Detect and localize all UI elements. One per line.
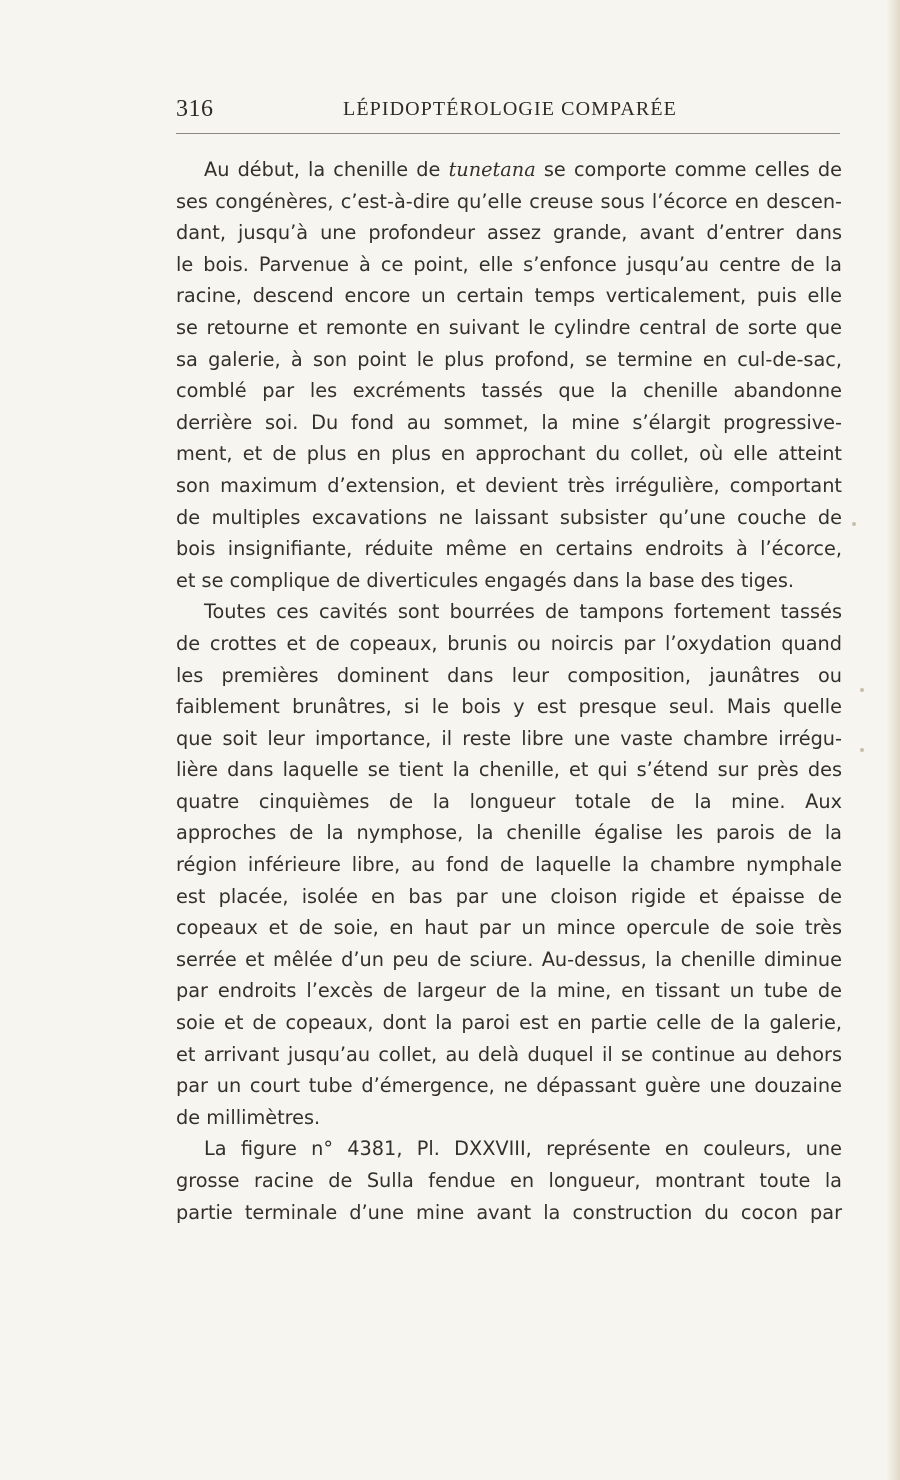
paper-speck xyxy=(852,522,856,526)
text-line: grosse racine de Sulla fendue en longueur, montrant toute la xyxy=(176,1169,842,1192)
text-line xyxy=(176,154,842,186)
text-line: par un court tube d’émergence, ne dépassant guère une douzaine xyxy=(176,1074,842,1098)
page-edge-shadow xyxy=(886,0,900,1480)
text-line: se retourne et remonte en suivant le cylindre central de sorte que xyxy=(176,315,842,339)
text-line: racine, descend encore un certain temps verticalement, puis elle xyxy=(176,284,842,308)
text-line: La figure n° 4381, Pl. DXXVIII, représente en couleurs, une xyxy=(204,1137,842,1161)
text-line: sa galerie, à son point le plus profond, se termine en cul-de-sac, xyxy=(176,347,842,371)
text-line: les premières dominent dans leur composition, jaunâtres ou xyxy=(176,663,842,687)
text-line: de crottes et de copeaux, brunis ou noircis par l’oxydation quand xyxy=(176,631,842,655)
text-line: faiblement brunâtres, si le bois y est presque seul. Mais quelle xyxy=(176,695,842,719)
text-line: région inférieure libre, au fond de laquelle la chambre nymphale xyxy=(176,853,842,877)
text-segment: se comporte comme celles de xyxy=(535,158,842,181)
text-line: lière dans laquelle se tient la chenille, et qui s’étend sur près des xyxy=(176,758,842,782)
text-line: et se complique de diverticules engagés dans la base des tiges. xyxy=(176,568,795,592)
running-title: LÉPIDOPTÉROLOGIE COMPARÉE xyxy=(343,98,677,120)
text-segment: Au début, la chenille de xyxy=(204,158,449,181)
text-line: de multiples excavations ne laissant subsister qu’une couche de xyxy=(176,505,842,529)
text-line: que soit leur importance, il reste libre une vaste chambre irrégu- xyxy=(176,726,842,750)
species-name-italic: tunetana xyxy=(448,158,536,181)
text-line: soie et de copeaux, dont la paroi est en partie celle de la galerie, xyxy=(176,1011,842,1035)
text-line: ment, et de plus en plus en approchant du collet, où elle atteint xyxy=(176,442,842,466)
text-line: est placée, isolée en bas par une cloison rigide et épaisse de xyxy=(176,884,842,908)
text-line: dant, jusqu’à une profondeur assez grande, avant d’entrer dans xyxy=(176,221,842,245)
text-line: bois insignifiante, réduite même en certains endroits à l’écorce, xyxy=(176,537,842,561)
text-line: Toutes ces cavités sont bourrées de tampons fortement tassés xyxy=(204,600,842,624)
text-line: comblé par les excréments tassés que la chenille abandonne xyxy=(176,379,842,403)
page-header xyxy=(176,96,840,128)
page-number: 316 xyxy=(176,96,214,122)
text-line: par endroits l’excès de largeur de la mine, en tissant un tube de xyxy=(176,979,842,1003)
text-line: son maximum d’extension, et devient très irrégulière, comportant xyxy=(176,473,842,497)
text-line: ses congénères, c’est-à-dire qu’elle creuse sous l’écorce en descen- xyxy=(176,189,842,213)
text-line: quatre cinquièmes de la longueur totale de la mine. Aux xyxy=(176,789,842,813)
text-line: partie terminale d’une mine avant la construction du cocon par xyxy=(176,1200,842,1224)
text-line: copeaux et de soie, en haut par un mince opercule de soie très xyxy=(176,916,842,940)
text-line: approches de la nymphose, la chenille égalise les parois de la xyxy=(176,821,842,845)
text-line: derrière soi. Du fond au sommet, la mine s’élargit progressive- xyxy=(176,410,842,434)
text-line: de millimètres. xyxy=(176,1105,321,1129)
text-line: le bois. Parvenue à ce point, elle s’enfonce jusqu’au centre de la xyxy=(176,252,842,276)
paper-speck xyxy=(860,748,864,752)
text-line: serrée et mêlée d’un peu de sciure. Au-dessus, la chenille diminue xyxy=(176,947,842,971)
body-text xyxy=(176,154,842,1228)
header-rule xyxy=(176,133,840,134)
paper-speck xyxy=(860,688,864,692)
text-line: et arrivant jusqu’au collet, au delà duquel il se continue au dehors xyxy=(176,1042,842,1066)
